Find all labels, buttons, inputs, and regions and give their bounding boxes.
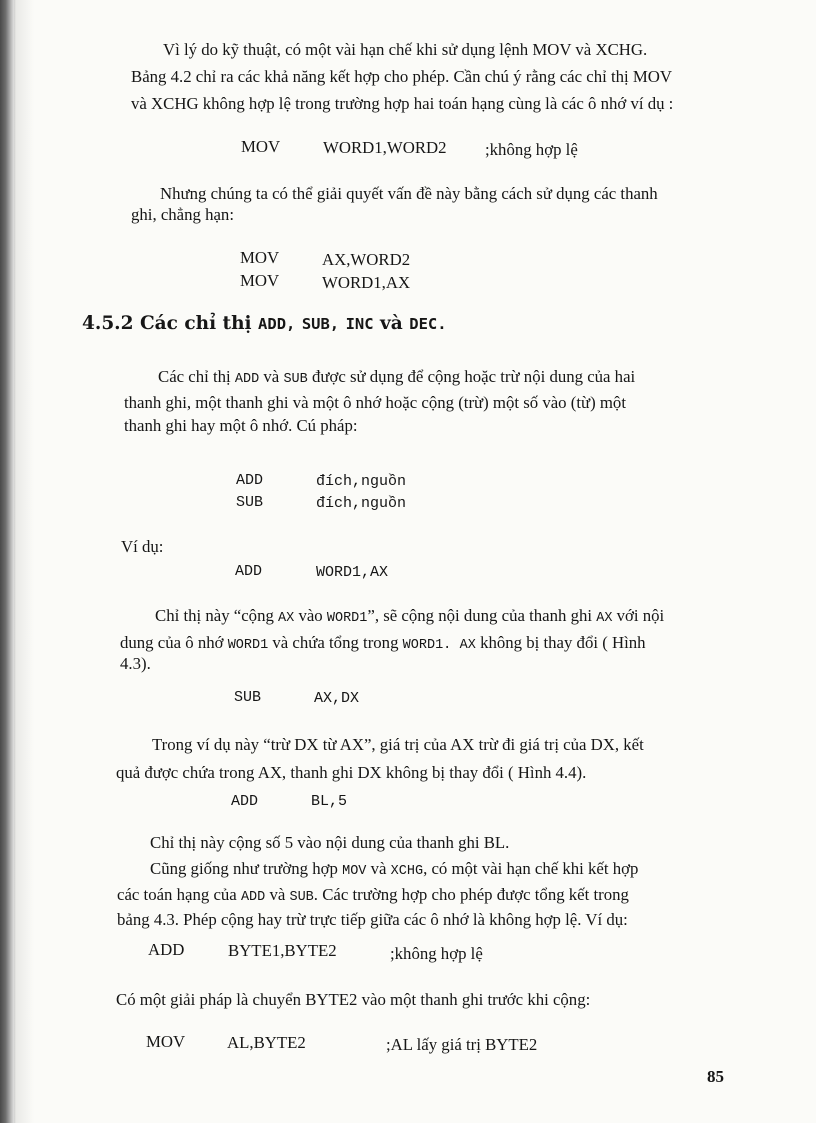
ex3-args: BL,5 [311, 793, 348, 810]
para4-l2-text-a: dung của ô nhớ [120, 633, 228, 652]
para4-l2-code-word1b: WORD1. [402, 638, 452, 653]
para3-line3: thanh ghi hay một ô nhớ. Cú pháp: [124, 416, 358, 435]
intro-para2-line1: Nhưng chúng ta có thể giải quyết vấn đề này bằng cách sử dụng các thanh [160, 184, 658, 203]
para3-line1 [158, 367, 635, 387]
para7-l2-text-b: và [265, 885, 290, 904]
intro-para1-line2: Bảng 4.2 chỉ ra các khả năng kết hợp cho phép. Cần chú ý rằng các chỉ thị MOV [131, 67, 673, 86]
ex5-comment: ;AL lấy giá trị BYTE2 [386, 1035, 538, 1054]
para4-l2-text-d: không bị thay đổi ( Hình [475, 633, 646, 652]
page-number: 85 [707, 1067, 724, 1086]
binding-shadow [14, 0, 34, 1123]
para7-text-b: và [366, 859, 391, 878]
para4-l2-text-c [451, 633, 459, 652]
ex1-op: ADD [235, 563, 263, 580]
para7-l2-text-a: các toán hạng của [117, 885, 241, 904]
example-label: Ví dụ: [121, 537, 164, 556]
para4-code-word1: WORD1 [326, 611, 368, 626]
ex2-args: AX,DX [314, 690, 360, 707]
section-title-prefix: Các chỉ thị [139, 313, 252, 334]
para4-l2-code-word1: WORD1 [227, 638, 269, 653]
para3-code-sub: SUB [283, 372, 308, 387]
ex2-op: SUB [234, 689, 262, 706]
para7-line2 [117, 885, 629, 905]
section-kw-inc: INC [345, 315, 374, 333]
para7-l2-code-sub: SUB [289, 890, 314, 905]
para7-code-mov: MOV [342, 864, 367, 879]
para4-code-ax2: AX [596, 611, 613, 626]
ex4-op: ADD [148, 940, 185, 959]
section-kw-dec: DEC. [409, 315, 447, 333]
ex1-args: WORD1,AX [316, 564, 389, 581]
para4-code-ax: AX [278, 611, 295, 626]
section-and-word: và [380, 313, 403, 334]
section-heading [82, 313, 447, 334]
code-fix1-args: AX,WORD2 [322, 250, 411, 269]
syntax-add-args: đích,nguồn [316, 473, 407, 490]
para4-line2 [120, 633, 646, 653]
syntax-sub-op: SUB [236, 494, 264, 511]
para4-text-d: với nội [612, 606, 665, 625]
para6: Chỉ thị này cộng số 5 vào nội dung của thanh ghi BL. [150, 833, 510, 852]
intro-para1-line3: và XCHG không hợp lệ trong trường hợp hai toán hạng cùng là các ô nhớ ví dụ : [131, 94, 674, 113]
ex5-args: AL,BYTE2 [227, 1033, 306, 1052]
section-kw-add: ADD, [258, 315, 296, 333]
ex4-comment: ;không hợp lệ [390, 944, 483, 963]
para3-text-c: được sử dụng để cộng hoặc trừ nội dung của hai [307, 367, 636, 386]
para4-text-c: ”, sẽ cộng nội dung của thanh ghi [367, 606, 597, 625]
para5-line2: quả được chứa trong AX, thanh ghi DX không bị thay đổi ( Hình 4.4). [116, 763, 587, 782]
section-number: 4.5.2 [82, 313, 134, 334]
para5-line1: Trong ví dụ này “trừ DX từ AX”, giá trị của AX trừ đi giá trị của DX, kết [152, 735, 644, 754]
ex4-args: BYTE1,BYTE2 [228, 941, 337, 960]
para3-text-a: Các chỉ thị [158, 367, 235, 386]
syntax-add-op: ADD [236, 472, 264, 489]
para3-line2: thanh ghi, một thanh ghi và một ô nhớ hoặc cộng (trừ) một số vào (từ) một [124, 393, 626, 412]
para7-line1 [150, 859, 638, 879]
para4-l2-code-ax: AX [459, 638, 476, 653]
para7-l2-code-add: ADD [240, 890, 266, 905]
para8: Có một giải pháp là chuyển BYTE2 vào một thanh ghi trước khi cộng: [116, 990, 591, 1009]
syntax-sub-args: đích,nguồn [316, 495, 407, 512]
intro-para1-line1: Vì lý do kỹ thuật, có một vài hạn chế khi sử dụng lệnh MOV và XCHG. [163, 40, 648, 59]
code-fix2-op: MOV [240, 271, 280, 290]
para7-line3: bảng 4.3. Phép cộng hay trừ trực tiếp giữa các ô nhớ là không hợp lệ. Ví dụ: [117, 910, 628, 929]
para7-text-c: , có một vài hạn chế khi kết hợp [423, 859, 639, 878]
code-fix1-op: MOV [240, 248, 280, 267]
para4-text-b: vào [294, 606, 327, 625]
section-kw-sub: SUB, [301, 315, 340, 333]
para3-text-b: và [259, 367, 284, 386]
intro-para2-line2: ghi, chẳng hạn: [131, 205, 234, 224]
para7-l2-text-c: . Các trường hợp cho phép được tổng kết trong [313, 885, 629, 904]
para4-text-a: Chỉ thị này “cộng [155, 606, 279, 625]
code-invalid-args: WORD1,WORD2 [323, 138, 447, 157]
para7-code-xchg: XCHG [390, 864, 424, 879]
code-invalid-comment: ;không hợp lệ [485, 140, 578, 159]
code-fix2-args: WORD1,AX [322, 273, 411, 292]
para7-text-a: Cũng giống như trường hợp [150, 859, 343, 878]
para4-l2-text-b: và chứa tổng trong [268, 633, 403, 652]
para4-line1 [155, 606, 664, 626]
para4-line3: 4.3). [120, 654, 151, 673]
ex5-op: MOV [146, 1032, 186, 1051]
code-invalid-op: MOV [241, 137, 281, 156]
para3-code-add: ADD [234, 372, 260, 387]
ex3-op: ADD [231, 793, 259, 810]
